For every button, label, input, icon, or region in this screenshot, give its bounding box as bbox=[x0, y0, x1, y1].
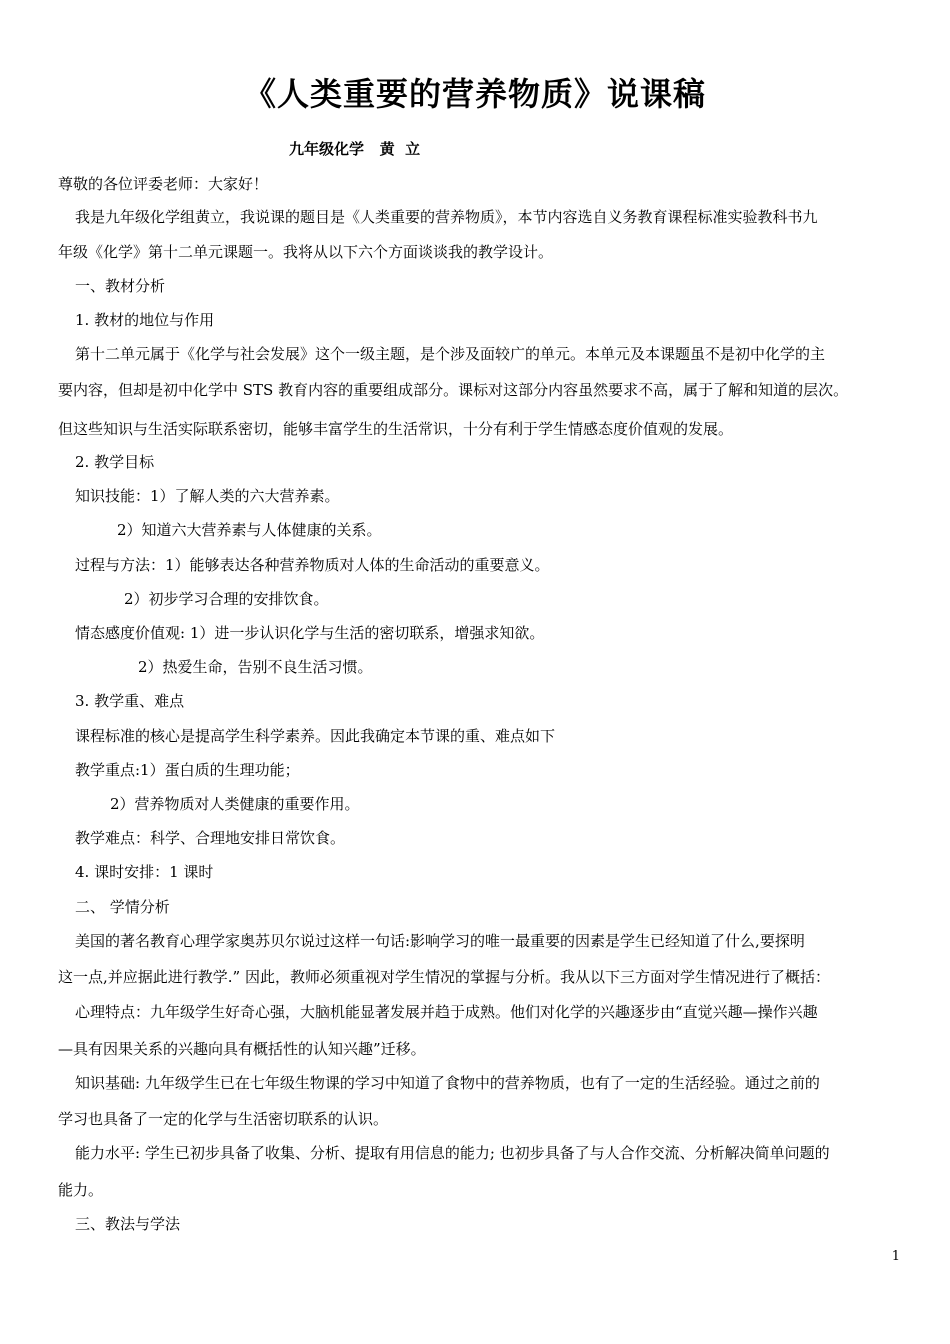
document-title: 《人类重要的营养物质》说课稿 bbox=[243, 75, 706, 113]
objective-line: 2）初步学习合理的安排饮食。 bbox=[124, 590, 329, 608]
objective-line: 过程与方法：1）能够表达各种营养物质对人体的生命活动的重要意义。 bbox=[75, 556, 550, 574]
author-line: 九年级化学 黄 立 bbox=[289, 140, 421, 158]
objective-line: 情态感度价值观: 1）进一步认识化学与生活的密切联系，增强求知欲。 bbox=[75, 624, 545, 642]
paragraph-line: 能力水平: 学生已初步具备了收集、分析、提取有用信息的能力; 也初步具备了与人合作交流、分析解决简单问题的 bbox=[75, 1144, 830, 1162]
paragraph-line: 要内容，但却是初中化学中 STS 教育内容的重要组成部分。课标对这部分内容虽然要求不高，属于了解和知道的层次。 bbox=[58, 381, 849, 399]
paragraph-line: 知识基础: 九年级学生已在七年级生物课的学习中知道了食物中的营养物质，也有了一定的生活经验。通过之前的 bbox=[75, 1074, 820, 1092]
paragraph-line: 美国的著名教育心理学家奥苏贝尔说过这样一句话:影响学习的唯一最重要的因素是学生已经知道了什么,要探明 bbox=[75, 932, 805, 950]
page-number: 1 bbox=[891, 1249, 900, 1264]
section-heading-1: 一、教材分析 bbox=[75, 277, 166, 295]
key-point-line: 2）营养物质对人类健康的重要作用。 bbox=[110, 795, 360, 813]
objective-line: 知识技能：1）了解人类的六大营养素。 bbox=[75, 487, 340, 505]
paragraph-line: 心理特点：九年级学生好奇心强，大脑机能显著发展并趋于成熟。他们对化学的兴趣逐步由“直觉兴趣—操作兴趣 bbox=[75, 1003, 818, 1021]
greeting-line: 尊敬的各位评委老师：大家好！ bbox=[58, 175, 269, 193]
difficulty-line: 教学难点：科学、合理地安排日常饮食。 bbox=[75, 829, 346, 847]
objective-line: 2）知道六大营养素与人体健康的关系。 bbox=[117, 521, 382, 539]
paragraph-line: 学习也具备了一定的化学与生活密切联系的认识。 bbox=[58, 1110, 389, 1128]
key-point-line: 教学重点:1）蛋白质的生理功能； bbox=[75, 761, 300, 779]
paragraph-line: 课程标准的核心是提高学生科学素养。因此我确定本节课的重、难点如下 bbox=[75, 727, 556, 745]
subsection-heading: 1. 教材的地位与作用 bbox=[75, 311, 215, 329]
paragraph-line: 第十二单元属于《化学与社会发展》这个一级主题，是个涉及面较广的单元。本单元及本课题虽不是初中化学的主 bbox=[75, 345, 826, 363]
subsection-heading: 3. 教学重、难点 bbox=[75, 692, 185, 710]
intro-line-1: 我是九年级化学组黄立，我说课的题目是《人类重要的营养物质》，本节内容选自义务教育课程标准实验教科书九 bbox=[75, 208, 818, 226]
section-heading-2: 二、 学情分析 bbox=[75, 898, 170, 916]
subsection-heading: 4. 课时安排：1 课时 bbox=[75, 863, 214, 881]
paragraph-line: 这一点,并应据此进行教学.” 因此，教师必须重视对学生情况的掌握与分析。我从以下三方面对学生情况进行了概括： bbox=[58, 968, 830, 986]
paragraph-line: 但这些知识与生活实际联系密切，能够丰富学生的生活常识，十分有利于学生情感态度价值观的发展。 bbox=[58, 420, 734, 438]
paragraph-line: 能力。 bbox=[58, 1181, 104, 1199]
intro-line-2: 年级《化学》第十二单元课题一。我将从以下六个方面谈谈我的教学设计。 bbox=[58, 243, 554, 261]
subsection-heading: 2. 教学目标 bbox=[75, 453, 155, 471]
paragraph-line: —具有因果关系的兴趣向具有概括性的认知兴趣”迁移。 bbox=[58, 1040, 426, 1058]
objective-line: 2）热爱生命，告别不良生活习惯。 bbox=[138, 658, 373, 676]
section-heading-3: 三、教法与学法 bbox=[75, 1215, 181, 1233]
